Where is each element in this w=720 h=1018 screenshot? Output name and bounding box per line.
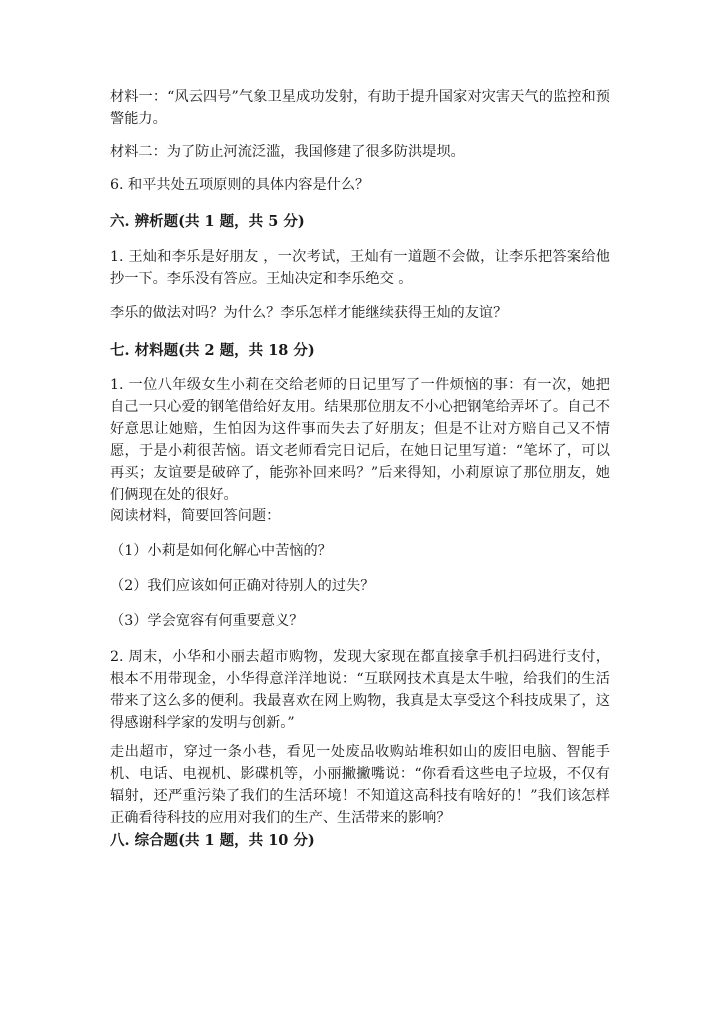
section-7-q1-sub1: （1）小莉是如何化解心中苦恼的？ [110,543,332,559]
section-6-question-1-ask: 李乐的做法对吗？为什么？李乐怎样才能继续获得王灿的友谊？ [110,305,508,321]
section-7-q1-sub3: （3）学会宽容有何重要意义？ [110,613,304,629]
section-6-heading: 六. 辨析题(共 1 题，共 5 分) [110,213,305,230]
section-7-question-2: 2. 周末，小华和小丽去超市购物，发现大家现在都直接拿手机扫码进行支付，根本不用带现金，小华得意洋洋地说：“互联网技术真是太牛啦，给我们的生活带来了这么多的便利。我最喜欢在网上购物，我真是太享受这个科技成果了，这得感谢科学家的发明与创新。” [110,649,610,731]
section-7-question-1: 1. 一位八年级女生小莉在交给老师的日记里写了一件烦恼的事：有一次，她把自己一只心爱的钢笔借给好友用。结果那位朋友不小心把钢笔给弄坏了。自己不好意思让她赔，生怕因为这件事而失去了好朋友；但是不让对方赔自己又不情愿，于是小莉很苦恼。语文老师看完日记后，在她日记里写道：“笔坏了，可以再买；友谊要是破碎了，能弥补回来吗？”后来得知，小莉原谅了那位朋友，她们俩现在处的很好。 [110,377,610,503]
section-8-heading: 八. 综合题(共 1 题，共 10 分) [110,832,315,849]
material-1: 材料一：“风云四号”气象卫星成功发射，有助于提升国家对灾害天气的监控和预警能力。 [110,89,610,127]
section-7-question-2-cont: 走出超市，穿过一条小巷，看见一处废品收购站堆积如山的废旧电脑、智能手机、电话、电视机、影碟机等，小丽撇撇嘴说：“你看看这些电子垃圾，不仅有辐射，还严重污染了我们的生活环境！不知道这高科技有啥好的！”我们该怎样正确看待科技的应用对我们的生产、生活带来的影响？ [110,744,610,826]
section-7-q1-sub2: （2）我们应该如何正确对待别人的过失？ [110,578,375,594]
section-6-question-1: 1. 王灿和李乐是好朋友 ，一次考试，王灿有一道题不会做，让李乐把答案给他抄一下。李乐没有答应。王灿决定和李乐绝交 。 [110,249,610,287]
question-6: 6. 和平共处五项原则的具体内容是什么？ [110,177,370,193]
material-2: 材料二：为了防止河流泛滥，我国修建了很多防洪堤坝。 [110,144,465,160]
section-7-q1-prompt: 阅读材料，简要回答问题： [110,508,281,524]
section-7-heading: 七. 材料题(共 2 题，共 18 分) [110,342,315,359]
